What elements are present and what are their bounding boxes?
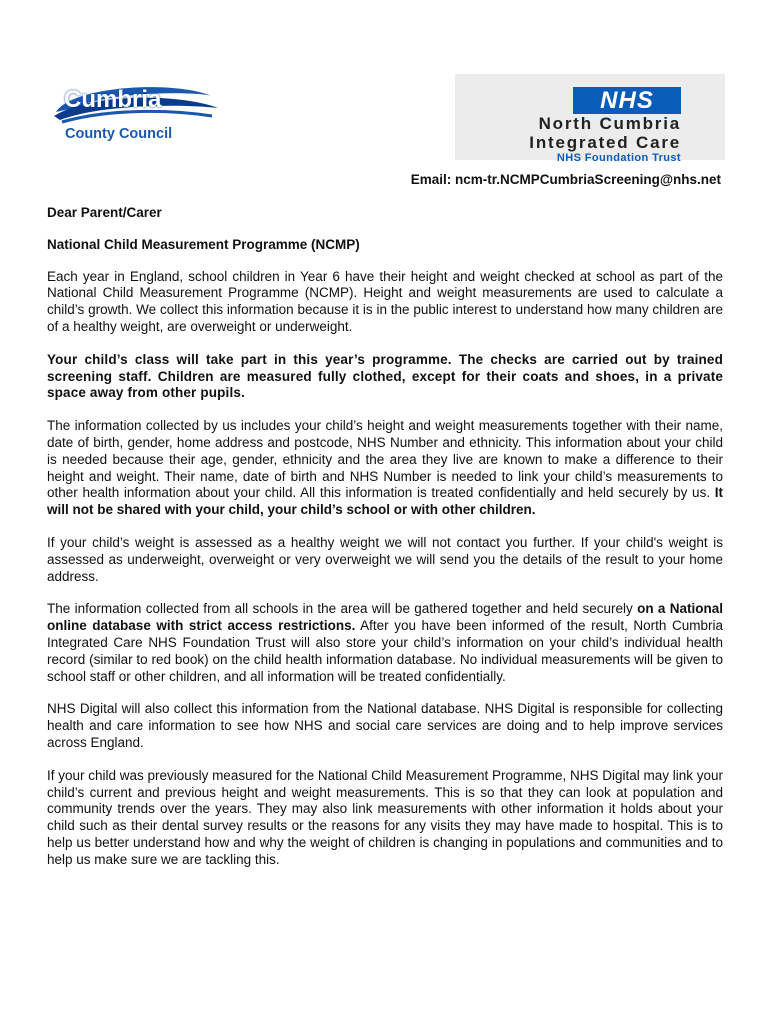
nhs-org-line-3: NHS Foundation Trust <box>556 152 681 164</box>
p5-bold-text: on a National online database with strict access restrictions. <box>47 601 723 634</box>
nhs-organisation-name <box>529 114 681 165</box>
nhs-org-line-1: North Cumbria <box>538 114 681 133</box>
p5-start: The information collected from all schools in the area will be gathered together and held securely <box>47 601 638 617</box>
nhs-trust-logo <box>455 74 725 164</box>
paragraph-nhs-digital: NHS Digital will also collect this information from the National database. NHS Digital is responsible for collecting health and care information to see how NHS and social care services are doing and to help improve services across England. <box>47 701 723 750</box>
letter-title: National Child Measurement Programme (NCMP) <box>47 236 360 252</box>
paragraph-information-collected <box>47 418 723 519</box>
paragraph-national-database <box>47 601 723 685</box>
salutation: Dear Parent/Carer <box>47 205 162 220</box>
cumbria-wordmark: Cumbria <box>64 86 162 113</box>
county-council-text: County Council <box>65 126 173 142</box>
paragraph-class-participation: Your child’s class will take part in this year’s programme. The checks are carried out by trained screening staff. Children are measured fully clothed, except for their coats and shoes, in a private space away from other pupils. <box>47 351 723 401</box>
paragraph-previous-measurement: If your child was previously measured for the National Child Measurement Programme, NHS Digital may link your child’s current and previous height and weight measurements. This is so that they can look at population and community trends over the years. They may also link measurements with other information it holds about your child such as their dental survey results or the reasons for any visits they may have made to hospital. This is to help us better understand how and why the weight of children is changing in populations and communities and to help us make sure we are tackling this. <box>47 767 724 867</box>
nhs-org-line-2: Integrated Care <box>529 133 681 152</box>
p3-bold-text: It will not be shared with your child, your child’s school or with other children. <box>47 485 723 518</box>
letter-body <box>47 205 723 885</box>
p5-end: After you have been informed of the result, North Cumbria Integrated Care NHS Foundation Trust will also store your child’s information on your child’s individual health record (similar to red book) on the child health information database. No individual measurements will be given to school staff or other children, and all information will be treated confidentially. <box>47 618 723 684</box>
nhs-badge: NHS <box>573 87 681 114</box>
contact-email: Email: ncm-tr.NCMPCumbriaScreening@nhs.net <box>410 172 721 187</box>
p3-text: The information collected by us includes your child’s height and weight measurements together with their name, date of birth, gender, home address and postcode, NHS Number and ethnicity. This information about your child is needed because their age, gender, ethnicity and the area they live are known to make a difference to their height and weight. Their name, date of birth and NHS Number is needed to link your child’s measurements to other health information about your child. All this information is treated confidentially and held securely by us. <box>47 418 723 501</box>
paragraph-weight-result: If your child’s weight is assessed as a healthy weight we will not contact you further. If your child's weight is assessed as underweight, overweight or very overweight we will send you the details of the result to your home address. <box>47 534 723 584</box>
cumbria-county-council-logo <box>52 82 222 150</box>
paragraph-intro: Each year in England, school children in Year 6 have their height and weight checked at school as part of the National Child Measurement Programme (NCMP). Height and weight measurements are used to calculate a child’s growth. We collect this information because it is in the public interest to understand how many children are of a healthy weight, are overweight or underweight. <box>47 268 723 334</box>
